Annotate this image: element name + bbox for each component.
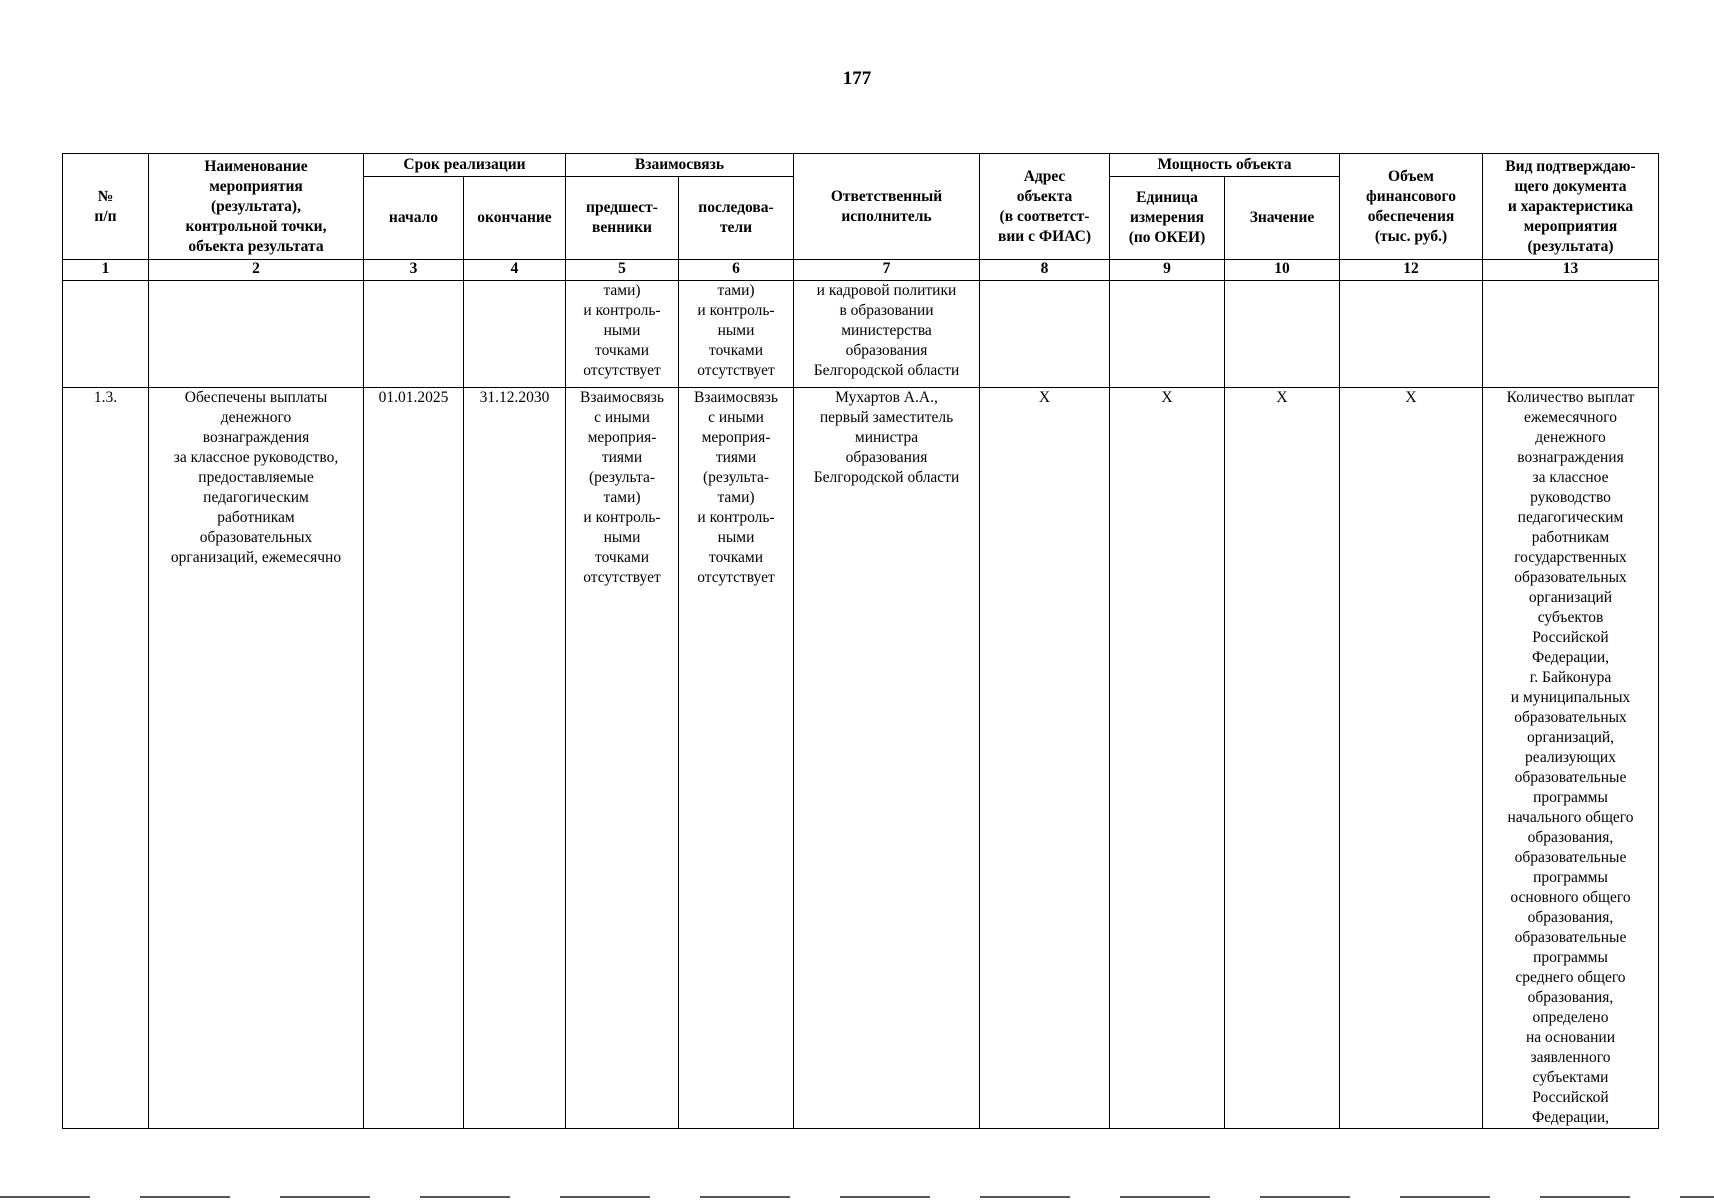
cell-name xyxy=(149,281,364,388)
column-number: 6 xyxy=(679,260,794,281)
header-successors: последова- тели xyxy=(679,177,794,260)
cell-predecessors: Взаимосвязь с иными мероприя- тиями (результа- тами) и контроль- ными точками отсутствует xyxy=(566,388,679,1129)
page-number: 177 xyxy=(842,68,872,89)
header-address: Адрес объекта (в соответст- вии с ФИАС) xyxy=(980,154,1110,260)
header-name: Наименование мероприятия (результата), контрольной точки, объекта результата xyxy=(149,154,364,260)
column-number: 13 xyxy=(1483,260,1659,281)
cell-value: X xyxy=(1225,388,1340,1129)
header-capacity: Мощность объекта xyxy=(1110,154,1340,177)
header-document: Вид подтверждаю- щего документа и характеристика мероприятия (результата) xyxy=(1483,154,1659,260)
header-num: № п/п xyxy=(63,154,149,260)
plan-table xyxy=(62,153,1659,1129)
header-row-top xyxy=(63,154,1659,177)
header-finance: Объем финансового обеспечения (тыс. руб.) xyxy=(1340,154,1483,260)
cell-successors: Взаимосвязь с иными мероприя- тиями (результа- тами) и контроль- ными точками отсутствует xyxy=(679,388,794,1129)
cell-unit xyxy=(1110,281,1225,388)
page-edge-line xyxy=(0,1196,1714,1198)
header-end: окончание xyxy=(464,177,566,260)
header-responsible: Ответственный исполнитель xyxy=(794,154,980,260)
header-predecessors: предшест- венники xyxy=(566,177,679,260)
header-value: Значение xyxy=(1225,177,1340,260)
cell-responsible: Мухартов А.А., первый заместитель министра образования Белгородской области xyxy=(794,388,980,1129)
column-number: 12 xyxy=(1340,260,1483,281)
cell-successors: тами) и контроль- ными точками отсутствует xyxy=(679,281,794,388)
cell-name: Обеспечены выплаты денежного вознаграждения за классное руководство, предоставляемые педагогическим работникам образовательных организаций, ежемесячно xyxy=(149,388,364,1129)
cell-responsible: и кадровой политики в образовании министерства образования Белгородской области xyxy=(794,281,980,388)
column-number: 8 xyxy=(980,260,1110,281)
column-number: 1 xyxy=(63,260,149,281)
cell-end: 31.12.2030 xyxy=(464,388,566,1129)
column-number-row xyxy=(63,260,1659,281)
header-unit: Единица измерения (по ОКЕИ) xyxy=(1110,177,1225,260)
cell-document: Количество выплат ежемесячного денежного вознаграждения за классное руководство педагогическим работникам государственных образовательных организаций субъектов Российской Федерации, г. Байконура и муниципальных образовательных организаций, реализующих образовательные программы начального общего образования, образовательные программы основного общего образования, образовательные программы среднего общего образования, определено на основании заявленного субъектами Российской Федерации, xyxy=(1483,388,1659,1129)
header-start: начало xyxy=(364,177,464,260)
table-row xyxy=(63,281,1659,388)
column-number: 9 xyxy=(1110,260,1225,281)
column-number: 3 xyxy=(364,260,464,281)
column-number: 7 xyxy=(794,260,980,281)
cell-end xyxy=(464,281,566,388)
cell-num xyxy=(63,281,149,388)
cell-address: X xyxy=(980,388,1110,1129)
table-row xyxy=(63,388,1659,1129)
header-term: Срок реализации xyxy=(364,154,566,177)
cell-finance xyxy=(1340,281,1483,388)
cell-value xyxy=(1225,281,1340,388)
cell-num: 1.3. xyxy=(63,388,149,1129)
column-number: 4 xyxy=(464,260,566,281)
cell-address xyxy=(980,281,1110,388)
cell-document xyxy=(1483,281,1659,388)
column-number: 5 xyxy=(566,260,679,281)
column-number: 2 xyxy=(149,260,364,281)
cell-start xyxy=(364,281,464,388)
cell-unit: X xyxy=(1110,388,1225,1129)
cell-finance: X xyxy=(1340,388,1483,1129)
header-link: Взаимосвязь xyxy=(566,154,794,177)
cell-start: 01.01.2025 xyxy=(364,388,464,1129)
cell-predecessors: тами) и контроль- ными точками отсутствует xyxy=(566,281,679,388)
column-number: 10 xyxy=(1225,260,1340,281)
